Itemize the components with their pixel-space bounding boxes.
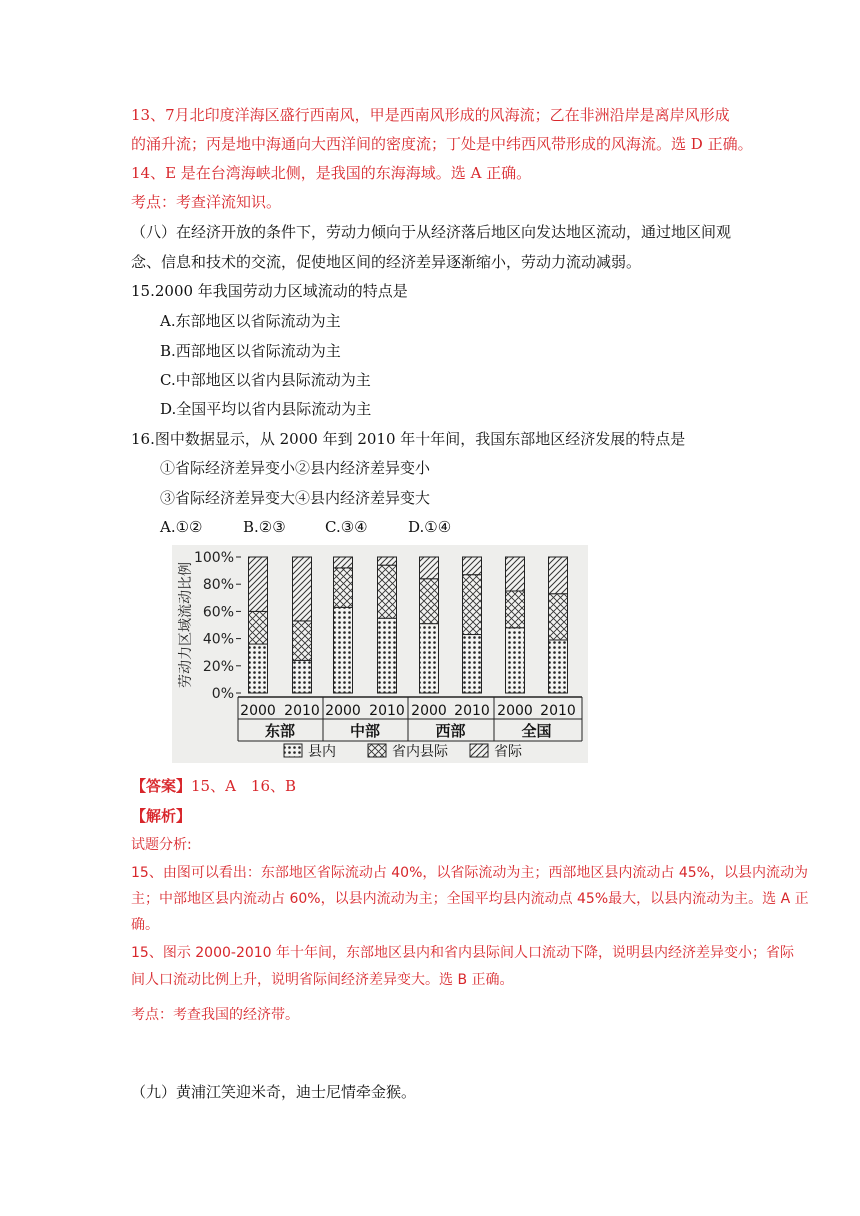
analysis-kaodian: 考点：考查我国的经济带。 [131, 1007, 299, 1023]
y-tick-label: 0% [211, 686, 234, 702]
bar-segment [420, 624, 439, 693]
labor-flow-chart [172, 545, 588, 763]
x-tick-label: 2000 [411, 703, 447, 719]
legend-swatch [284, 744, 302, 757]
q16-option-d: D.①④ [408, 518, 452, 536]
y-tick-label: 100% [193, 550, 234, 566]
q15-option-a: A.东部地区以省际流动为主 [160, 312, 341, 330]
bar-segment [463, 575, 482, 635]
x-tick-label: 2010 [369, 703, 405, 719]
bar-segment [506, 591, 525, 628]
y-axis-label: 劳动力区域流动比例 [178, 562, 194, 688]
bar-segment [506, 628, 525, 693]
q16-option-b: B.②③ [243, 518, 286, 536]
answer-line [131, 776, 296, 796]
analysis-subtitle: 试题分析: [131, 837, 192, 853]
y-tick-label: 60% [202, 604, 234, 621]
q13-line2: 的涌升流；丙是地中海通向大西洋间的密度流；丁处是中纬西风带形成的风海流。选 D 正确。 [131, 135, 753, 153]
legend-swatch [368, 744, 386, 757]
x-tick-label: 2000 [497, 703, 533, 719]
q13-line1: 13、7月北印度洋海区盛行西南风，甲是西南风形成的风海流；乙在非洲沿岸是离岸风形成 [131, 106, 730, 124]
q15-option-d: D.全国平均以省内县际流动为主 [160, 400, 372, 418]
answer-text: 15、A 16、B [191, 777, 297, 795]
bar-segment [293, 621, 312, 660]
bar-segment [334, 607, 353, 693]
bar-segment [549, 557, 568, 594]
bar-segment [549, 594, 568, 640]
x-tick-label: 2010 [540, 703, 576, 719]
analysis-16-line1: 15、图示 2000-2010 年十年间，东部地区县内和省内县际间人口流动下降，说明县内经济差异变小；省际 [131, 945, 795, 961]
legend-swatch [470, 744, 488, 757]
x-tick-label: 2000 [325, 703, 361, 719]
x-group-label: 东部 [264, 722, 296, 740]
x-group-label: 中部 [349, 722, 381, 740]
chart-svg [172, 545, 588, 763]
section9-title: （九）黄浦江笑迎米奇，迪士尼情牵金猴。 [131, 1083, 417, 1101]
bar-segment [506, 557, 525, 591]
bar-segment [378, 557, 397, 565]
q16-option-a: A.①② [160, 518, 203, 536]
legend-label: 县内 [308, 744, 336, 760]
answer-tag: 【答案】 [131, 777, 192, 795]
y-tick-label: 80% [202, 577, 234, 594]
q15-stem: 15.2000 年我国劳动力区域流动的特点是 [131, 282, 408, 300]
x-tick-label: 2000 [240, 703, 276, 719]
analysis-15-line3: 确。 [131, 917, 159, 933]
bar-segment [549, 640, 568, 693]
q15-option-c: C.中部地区以省内县际流动为主 [160, 371, 371, 389]
section8-intro-line1: （八）在经济开放的条件下，劳动力倾向于从经济落后地区向发达地区流动，通过地区间观 [131, 223, 732, 241]
bar-segment [249, 611, 268, 644]
bar-segment [463, 557, 482, 575]
legend-label: 省内县际 [392, 744, 448, 760]
bar-segment [378, 565, 397, 618]
q15-option-b: B.西部地区以省际流动为主 [160, 342, 341, 360]
x-group-label: 全国 [521, 722, 552, 740]
section8-intro-line2: 念、信息和技术的交流，促使地区间的经济差异逐渐缩小，劳动力流动减弱。 [131, 253, 642, 271]
y-tick-label: 40% [202, 631, 234, 648]
analysis-16-line2: 间人口流动比例上升，说明省际间经济差异变大。选 B 正确。 [131, 972, 514, 988]
q13-14-kaodian: 考点：考查洋流知识。 [131, 193, 282, 211]
analysis-15-line1: 15、由图可以看出：东部地区省际流动占 40%，以省际流动为主；西部地区县内流动占 45%，以县内流动为 [131, 865, 808, 881]
bar-segment [249, 644, 268, 693]
q14-line: 14、E 是在台湾海峡北侧，是我国的东海海域。选 A 正确。 [131, 164, 532, 182]
q16-item2: ③省际经济差异变大④县内经济差异变大 [160, 489, 431, 507]
bar-segment [293, 557, 312, 621]
analysis-tag: 【解析】 [131, 807, 192, 825]
q16-option-c: C.③④ [325, 518, 368, 536]
bar-segment [293, 660, 312, 693]
y-tick-label: 20% [202, 658, 234, 675]
q16-stem: 16.图中数据显示，从 2000 年到 2010 年十年间，我国东部地区经济发展的特点是 [131, 430, 686, 448]
bar-segment [378, 618, 397, 693]
bar-segment [334, 568, 353, 607]
bar-segment [420, 579, 439, 624]
bar-segment [463, 635, 482, 693]
legend-label: 省际 [494, 744, 522, 760]
x-tick-label: 2010 [454, 703, 490, 719]
x-tick-label: 2010 [284, 703, 320, 719]
bar-segment [334, 557, 353, 568]
analysis-15-line2: 主；中部地区县内流动占 60%，以县内流动为主；全国平均县内流动点 45%最大，以县内流动为主。选 A 正 [131, 891, 809, 907]
q16-item1: ①省际经济差异变小②县内经济差异变小 [160, 459, 431, 477]
bar-segment [420, 557, 439, 579]
bar-segment [249, 557, 268, 611]
x-group-label: 西部 [435, 722, 466, 740]
